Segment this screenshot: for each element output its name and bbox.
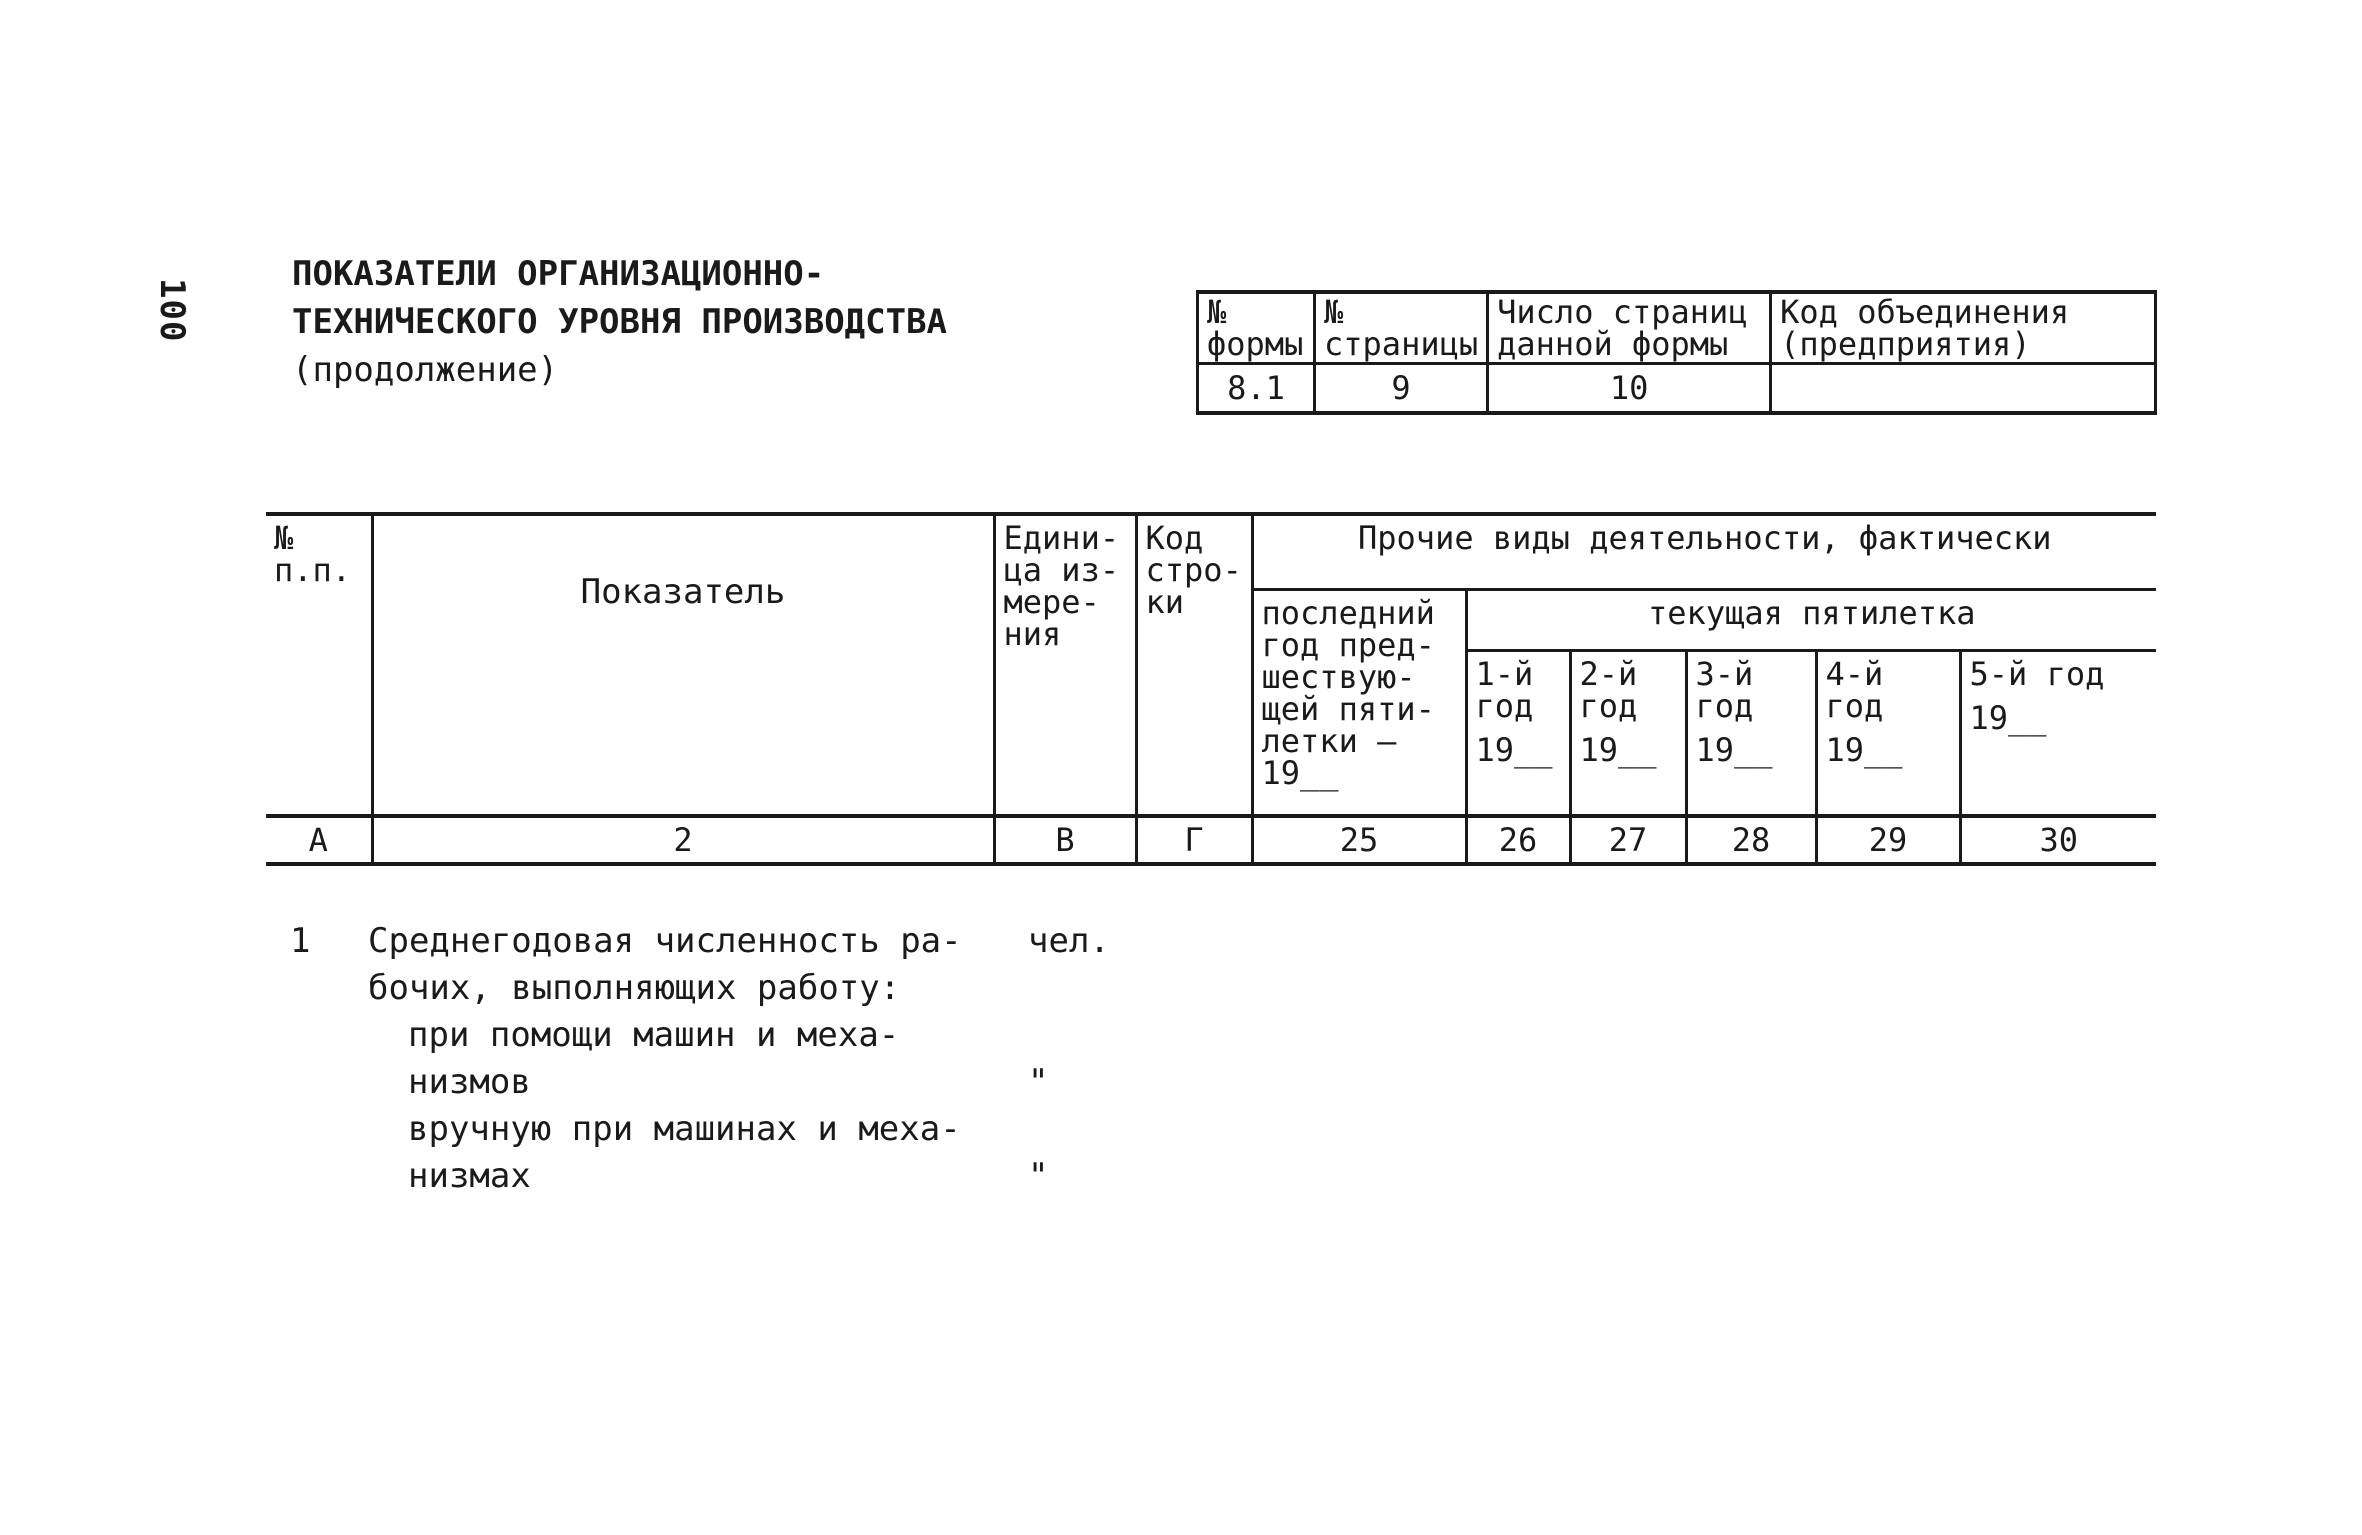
header-unit: Едини-ца из-мере-ния — [994, 514, 1136, 816]
row-unit: " — [1028, 1156, 1049, 1196]
form-info-table — [1196, 290, 2157, 415]
header-year-1: 1-й год 19__ — [1466, 651, 1570, 817]
colnum-2: 2 — [372, 816, 994, 864]
header-year-5: 5-й год 19__ — [1960, 651, 2156, 817]
header-year-2: 2-й год 19__ — [1570, 651, 1686, 817]
colnum-26: 26 — [1466, 816, 1570, 864]
header-last-year-prev-period: последний год пред-шествую-щей пяти-летки – 19__ — [1252, 590, 1466, 817]
row-text: низмов — [408, 1062, 531, 1102]
form-number-header: № формы — [1198, 292, 1315, 364]
page-number-header: № страницы — [1315, 292, 1488, 364]
header-year-4: 4-й год 19__ — [1816, 651, 1960, 817]
header-year-3: 3-й год 19__ — [1686, 651, 1816, 817]
colnum-25: 25 — [1252, 816, 1466, 864]
form-number-value: 8.1 — [1198, 364, 1315, 414]
colnum-28: 28 — [1686, 816, 1816, 864]
title-line-2: ТЕХНИЧЕСКОГО УРОВНЯ ПРОИЗВОДСТВА — [292, 302, 948, 342]
row-text: вручную при машинах и меха- — [408, 1109, 961, 1149]
page-count-value: 10 — [1488, 364, 1771, 414]
colnum-30: 30 — [1960, 816, 2156, 864]
header-current-five-year: текущая пятилетка — [1466, 590, 2156, 651]
row-text: бочих, выполняющих работу: — [368, 968, 901, 1008]
title-line-3: (продолжение) — [292, 350, 559, 390]
enterprise-code-header: Код объединения (предприятия) — [1771, 292, 2156, 364]
title-line-1: ПОКАЗАТЕЛИ ОРГАНИЗАЦИОННО- — [292, 254, 825, 294]
header-indicator: Показатель — [372, 514, 994, 816]
row-unit: чел. — [1028, 921, 1110, 961]
header-other-activities: Прочие виды деятельности, фактически — [1252, 514, 2156, 590]
header-line-code: Код стро-ки — [1136, 514, 1252, 816]
colnum-29: 29 — [1816, 816, 1960, 864]
row-text: Среднегодовая численность ра- — [368, 921, 962, 961]
header-row-number: № п.п. — [266, 514, 372, 816]
row-unit: " — [1028, 1062, 1049, 1102]
row-text: при помощи машин и меха- — [408, 1015, 900, 1055]
enterprise-code-value — [1771, 364, 2156, 414]
colnum-v: В — [994, 816, 1136, 864]
document-title — [292, 250, 947, 394]
colnum-g: Г — [1136, 816, 1252, 864]
indicators-table — [266, 512, 2156, 866]
column-number-row — [266, 816, 2156, 864]
colnum-27: 27 — [1570, 816, 1686, 864]
row-number: 1 — [290, 921, 311, 961]
page-number: 100 — [152, 278, 192, 343]
page-count-header: Число страниц данной формы — [1488, 292, 1771, 364]
colnum-a: А — [266, 816, 372, 864]
page-number-value: 9 — [1315, 364, 1488, 414]
row-text: низмах — [408, 1156, 531, 1196]
